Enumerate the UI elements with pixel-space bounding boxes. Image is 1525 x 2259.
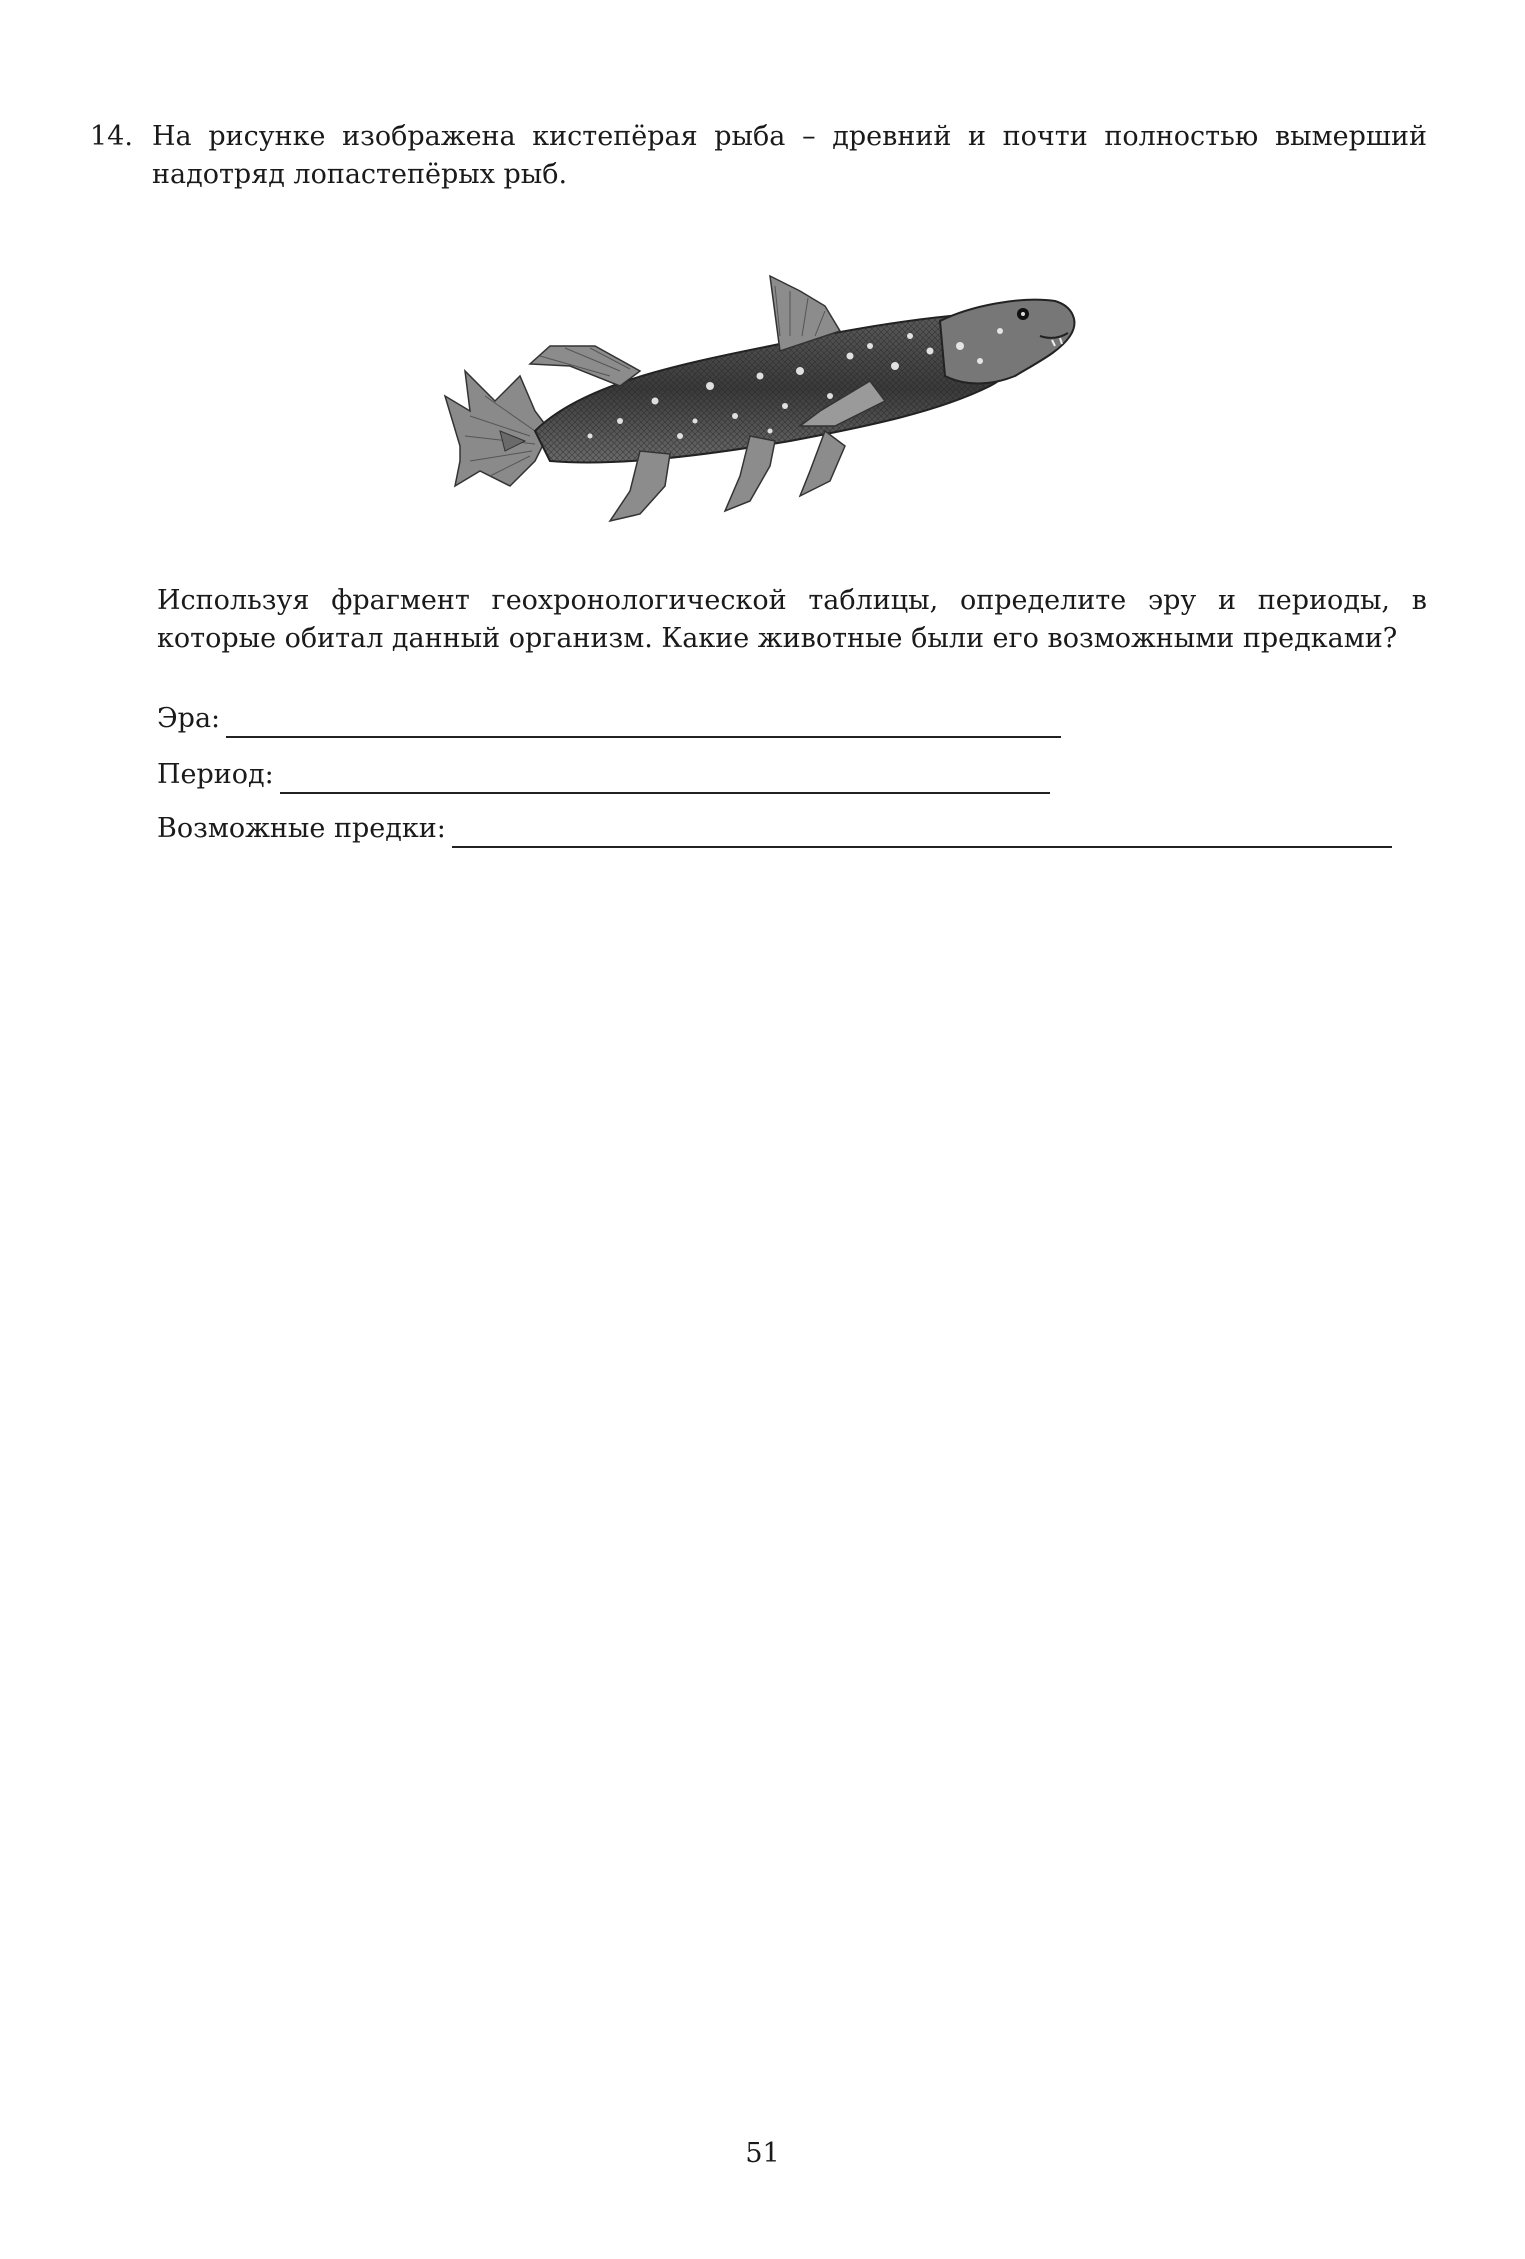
era-answer-row xyxy=(157,700,1061,738)
question-number: 14. xyxy=(90,121,133,152)
page-number: 51 xyxy=(745,2138,780,2169)
ancestors-answer-row xyxy=(157,810,1392,848)
period-answer-row xyxy=(157,756,1050,794)
period-answer-line[interactable] xyxy=(280,764,1050,794)
era-answer-line[interactable] xyxy=(226,708,1061,738)
ancestors-label: Возможные предки: xyxy=(157,813,446,844)
task-text: Используя фрагмент геохронологической таблицы, определите эру и периоды, в которые обитал данный организм. Какие животные были его возможными предками? xyxy=(157,585,1427,654)
question-text: На рисунке изображена кистепёрая рыба – древний и почти полностью вымерший надотряд лопастепёрых рыб. xyxy=(152,121,1427,190)
period-label: Период: xyxy=(157,759,274,790)
coelacanth-fish-icon xyxy=(440,236,1080,536)
era-label: Эра: xyxy=(157,703,221,734)
ancestors-answer-line[interactable] xyxy=(452,818,1392,848)
